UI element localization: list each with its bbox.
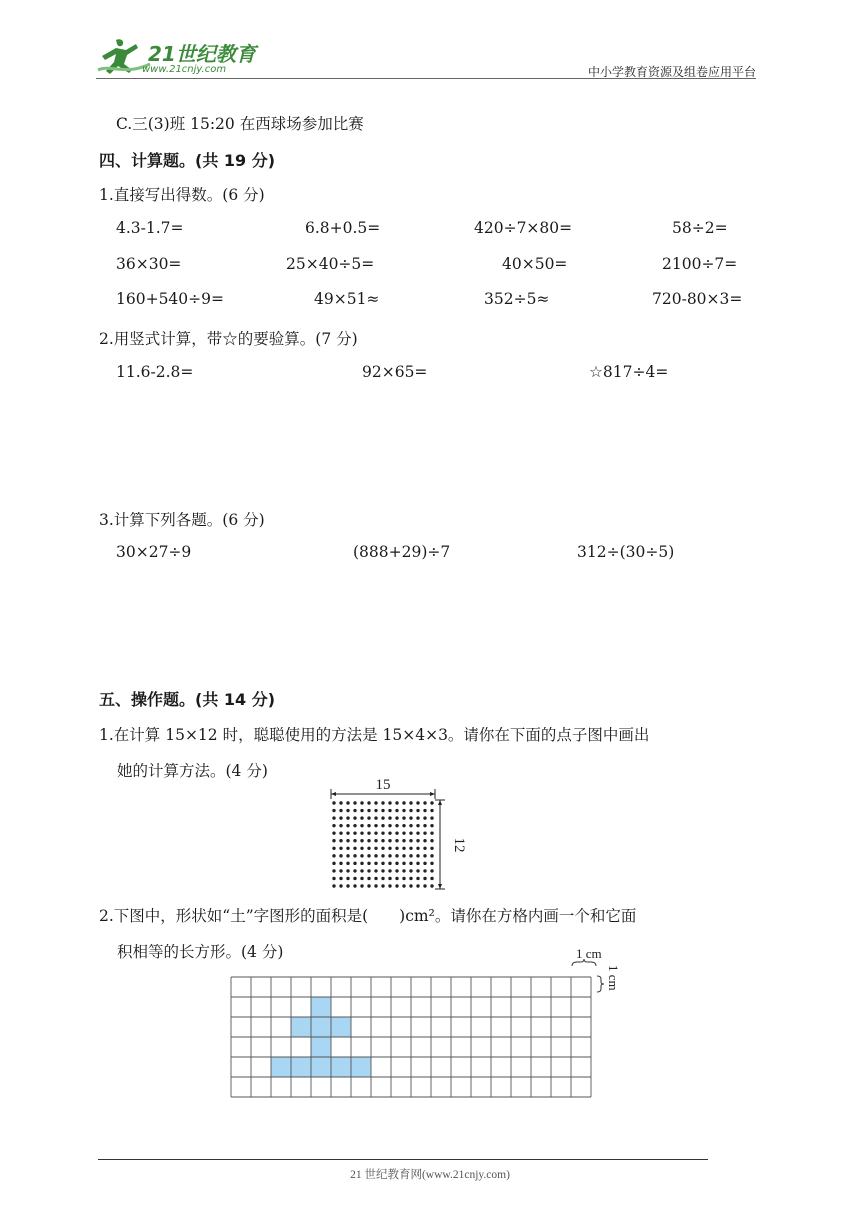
dot [346, 854, 349, 857]
dot-grid [332, 801, 433, 887]
dot [346, 839, 349, 842]
dot [430, 877, 433, 880]
dot [339, 816, 342, 819]
dot [416, 801, 419, 804]
dot [423, 847, 426, 850]
dot [360, 839, 363, 842]
dot [388, 854, 391, 857]
dot [416, 831, 419, 834]
dot [339, 884, 342, 887]
dot [367, 862, 370, 865]
dot [339, 854, 342, 857]
dot [360, 869, 363, 872]
dot [346, 847, 349, 850]
dot [346, 831, 349, 834]
dot [346, 884, 349, 887]
dot [339, 869, 342, 872]
shaded-cell [351, 1057, 371, 1077]
dot [402, 816, 405, 819]
dot [423, 884, 426, 887]
dot [374, 816, 377, 819]
dot [346, 816, 349, 819]
dot [381, 854, 384, 857]
section-4-title: 四、计算题。(共 19 分) [99, 151, 276, 170]
dot [353, 869, 356, 872]
dot [388, 816, 391, 819]
header-divider [96, 78, 756, 79]
dot [423, 839, 426, 842]
dot [346, 801, 349, 804]
dot [360, 862, 363, 865]
dot [395, 862, 398, 865]
dot [416, 847, 419, 850]
dot [353, 884, 356, 887]
q3-expr: 30×27÷9 [116, 543, 192, 561]
footer-text: 21 世纪教育网(www.21cnjy.com) [350, 1169, 510, 1181]
dot [409, 824, 412, 827]
q1-expr: 58÷2= [672, 219, 728, 237]
dot [395, 884, 398, 887]
dot [381, 801, 384, 804]
dot [423, 809, 426, 812]
dot [353, 809, 356, 812]
dot [416, 877, 419, 880]
dot [332, 831, 335, 834]
dot [332, 869, 335, 872]
q2-expr: 11.6-2.8= [116, 363, 194, 381]
dot [374, 869, 377, 872]
dot [409, 831, 412, 834]
dot [339, 877, 342, 880]
square-grid-figure [226, 948, 626, 1104]
dot [423, 831, 426, 834]
shaded-cell [291, 1017, 311, 1037]
dot [402, 847, 405, 850]
op1-text-line2: 她的计算方法。(4 分) [117, 762, 268, 780]
shaded-cell [311, 1017, 331, 1037]
dot [430, 824, 433, 827]
q3-expr: 312÷(30÷5) [577, 543, 675, 561]
dot [332, 809, 335, 812]
dot [423, 854, 426, 857]
dot [402, 839, 405, 842]
op1-text-line1: 1.在计算 15×12 时，聪聪使用的方法是 15×4×3。请你在下面的点子图中画出 [99, 726, 650, 744]
dot [332, 816, 335, 819]
q1-expr: 2100÷7= [662, 255, 738, 273]
dot [395, 839, 398, 842]
dot [360, 854, 363, 857]
op2-text-line1: 2.下图中，形状如“土”字图形的面积是( )cm²。请你在方格内画一个和它面 [99, 907, 637, 925]
q1-title: 1.直接写出得数。(6 分) [99, 186, 265, 204]
shaded-cell [291, 1057, 311, 1077]
dot [367, 877, 370, 880]
dot [409, 839, 412, 842]
dot [374, 862, 377, 865]
grid-label-side: 1 cm [606, 965, 621, 991]
dot [395, 801, 398, 804]
dot [346, 824, 349, 827]
dot [388, 862, 391, 865]
dot [395, 877, 398, 880]
dot [402, 877, 405, 880]
dot [388, 877, 391, 880]
dot [353, 839, 356, 842]
dot [381, 824, 384, 827]
q1-expr: 420÷7×80= [474, 219, 573, 237]
dot [353, 801, 356, 804]
dot [423, 824, 426, 827]
dot [367, 816, 370, 819]
dot [388, 809, 391, 812]
dot [332, 877, 335, 880]
header-platform-text: 中小学教育资源及组卷应用平台 [587, 65, 756, 79]
width-arrow-right [430, 792, 435, 796]
op2-text-line2: 积相等的长方形。(4 分) [117, 943, 284, 961]
dot [409, 809, 412, 812]
dot [409, 816, 412, 819]
dot [388, 869, 391, 872]
dot [346, 862, 349, 865]
dot [332, 854, 335, 857]
option-c: C.三(3)班 15:20 在西球场参加比赛 [116, 115, 364, 133]
dot [381, 862, 384, 865]
logo [96, 34, 266, 78]
height-arrow-top [438, 800, 442, 805]
q2-expr: ☆817÷4= [589, 363, 669, 381]
dot [381, 839, 384, 842]
dot [416, 839, 419, 842]
dot [367, 831, 370, 834]
dot [381, 869, 384, 872]
dot [402, 869, 405, 872]
dot [430, 869, 433, 872]
dot [409, 869, 412, 872]
dot [430, 809, 433, 812]
q1-expr: 49×51≈ [314, 290, 380, 308]
dot [374, 854, 377, 857]
dot [388, 884, 391, 887]
q3-expr: (888+29)÷7 [353, 543, 451, 561]
q1-expr: 4.3-1.7= [116, 219, 184, 237]
dot [367, 839, 370, 842]
page-header [96, 34, 756, 80]
dot [339, 847, 342, 850]
dot [430, 854, 433, 857]
dot [402, 809, 405, 812]
dot [346, 809, 349, 812]
dot [395, 854, 398, 857]
dot [360, 809, 363, 812]
dot [332, 884, 335, 887]
dot [402, 854, 405, 857]
q2-title: 2.用竖式计算，带☆的要验算。(7 分) [99, 330, 358, 348]
dot [430, 847, 433, 850]
dot [332, 839, 335, 842]
dot [346, 877, 349, 880]
dot [367, 801, 370, 804]
dot [402, 884, 405, 887]
dot [374, 884, 377, 887]
dot [339, 831, 342, 834]
dot [409, 877, 412, 880]
dot [402, 862, 405, 865]
dot [353, 877, 356, 880]
dot [409, 847, 412, 850]
dot [374, 877, 377, 880]
dot [430, 862, 433, 865]
dot [339, 809, 342, 812]
dot [374, 839, 377, 842]
q1-expr: 25×40÷5= [286, 255, 375, 273]
shaded-cell [311, 1037, 331, 1057]
q1-expr: 36×30= [116, 255, 182, 273]
dot [367, 824, 370, 827]
dot [423, 801, 426, 804]
dot [353, 854, 356, 857]
dot [381, 831, 384, 834]
shaded-cell [311, 997, 331, 1017]
dot [367, 869, 370, 872]
dot [353, 831, 356, 834]
dot [374, 831, 377, 834]
dot [367, 854, 370, 857]
dot [416, 869, 419, 872]
dot [416, 824, 419, 827]
dot [339, 801, 342, 804]
shaded-cell [311, 1057, 331, 1077]
grid-lines [231, 977, 591, 1097]
dot [430, 884, 433, 887]
section-5-title: 五、操作题。(共 14 分) [99, 690, 276, 709]
shaded-cell [331, 1057, 351, 1077]
dot [360, 877, 363, 880]
logo-text: 21世纪教育 [148, 42, 256, 66]
dot [416, 862, 419, 865]
dot-array-svg [322, 772, 472, 894]
dot [332, 801, 335, 804]
q2-expr: 92×65= [362, 363, 428, 381]
dot [395, 869, 398, 872]
dot-array-figure [322, 772, 472, 898]
dot [409, 884, 412, 887]
dot [367, 884, 370, 887]
q1-expr: 6.8+0.5= [305, 219, 381, 237]
dot [353, 816, 356, 819]
dot [388, 839, 391, 842]
dot [402, 824, 405, 827]
dot [367, 809, 370, 812]
square-grid-svg [226, 948, 626, 1100]
dot [381, 809, 384, 812]
dot [416, 884, 419, 887]
dot [423, 877, 426, 880]
dot [423, 816, 426, 819]
dot [353, 862, 356, 865]
dot [430, 816, 433, 819]
footer-divider [98, 1159, 708, 1160]
shaded-cell [331, 1017, 351, 1037]
side-brace [597, 976, 604, 992]
dot [388, 831, 391, 834]
dot [374, 847, 377, 850]
dot [388, 847, 391, 850]
dot [388, 824, 391, 827]
logo-url: www.21cnjy.com [142, 64, 227, 75]
dot [388, 801, 391, 804]
dot [416, 809, 419, 812]
dot [360, 801, 363, 804]
dot [402, 831, 405, 834]
dot [360, 847, 363, 850]
q3-title: 3.计算下列各题。(6 分) [99, 511, 265, 529]
q1-expr: 160+540÷9= [116, 290, 224, 308]
dot [332, 824, 335, 827]
dot [339, 824, 342, 827]
dot [416, 816, 419, 819]
dot [332, 862, 335, 865]
q1-expr: 720-80×3= [652, 290, 743, 308]
q1-expr: 40×50= [502, 255, 568, 273]
dot [353, 847, 356, 850]
height-arrow-bottom [438, 884, 442, 889]
q1-expr: 352÷5≈ [484, 290, 550, 308]
dot [430, 831, 433, 834]
grid-label-top: 1 cm [576, 948, 602, 961]
dot [346, 869, 349, 872]
dot [374, 809, 377, 812]
dot [430, 839, 433, 842]
dot [360, 824, 363, 827]
dot [416, 854, 419, 857]
dot [395, 816, 398, 819]
dot [367, 847, 370, 850]
dot [360, 831, 363, 834]
dot [381, 816, 384, 819]
dot [374, 801, 377, 804]
dot [332, 847, 335, 850]
dot [395, 847, 398, 850]
dot [395, 824, 398, 827]
dot [395, 809, 398, 812]
dot [430, 801, 433, 804]
dot [409, 801, 412, 804]
dot [395, 831, 398, 834]
dot [423, 869, 426, 872]
dot [409, 854, 412, 857]
dot [381, 847, 384, 850]
dot-side-label: 12 [451, 837, 467, 853]
dot [423, 862, 426, 865]
shaded-cell [271, 1057, 291, 1077]
dot [381, 877, 384, 880]
dot [353, 824, 356, 827]
dot [339, 839, 342, 842]
width-arrow-left [331, 792, 336, 796]
dot [360, 816, 363, 819]
dot [409, 862, 412, 865]
dot [381, 884, 384, 887]
dot [374, 824, 377, 827]
dot [339, 862, 342, 865]
dot [402, 801, 405, 804]
dot-top-label: 15 [375, 777, 391, 793]
dot [360, 884, 363, 887]
